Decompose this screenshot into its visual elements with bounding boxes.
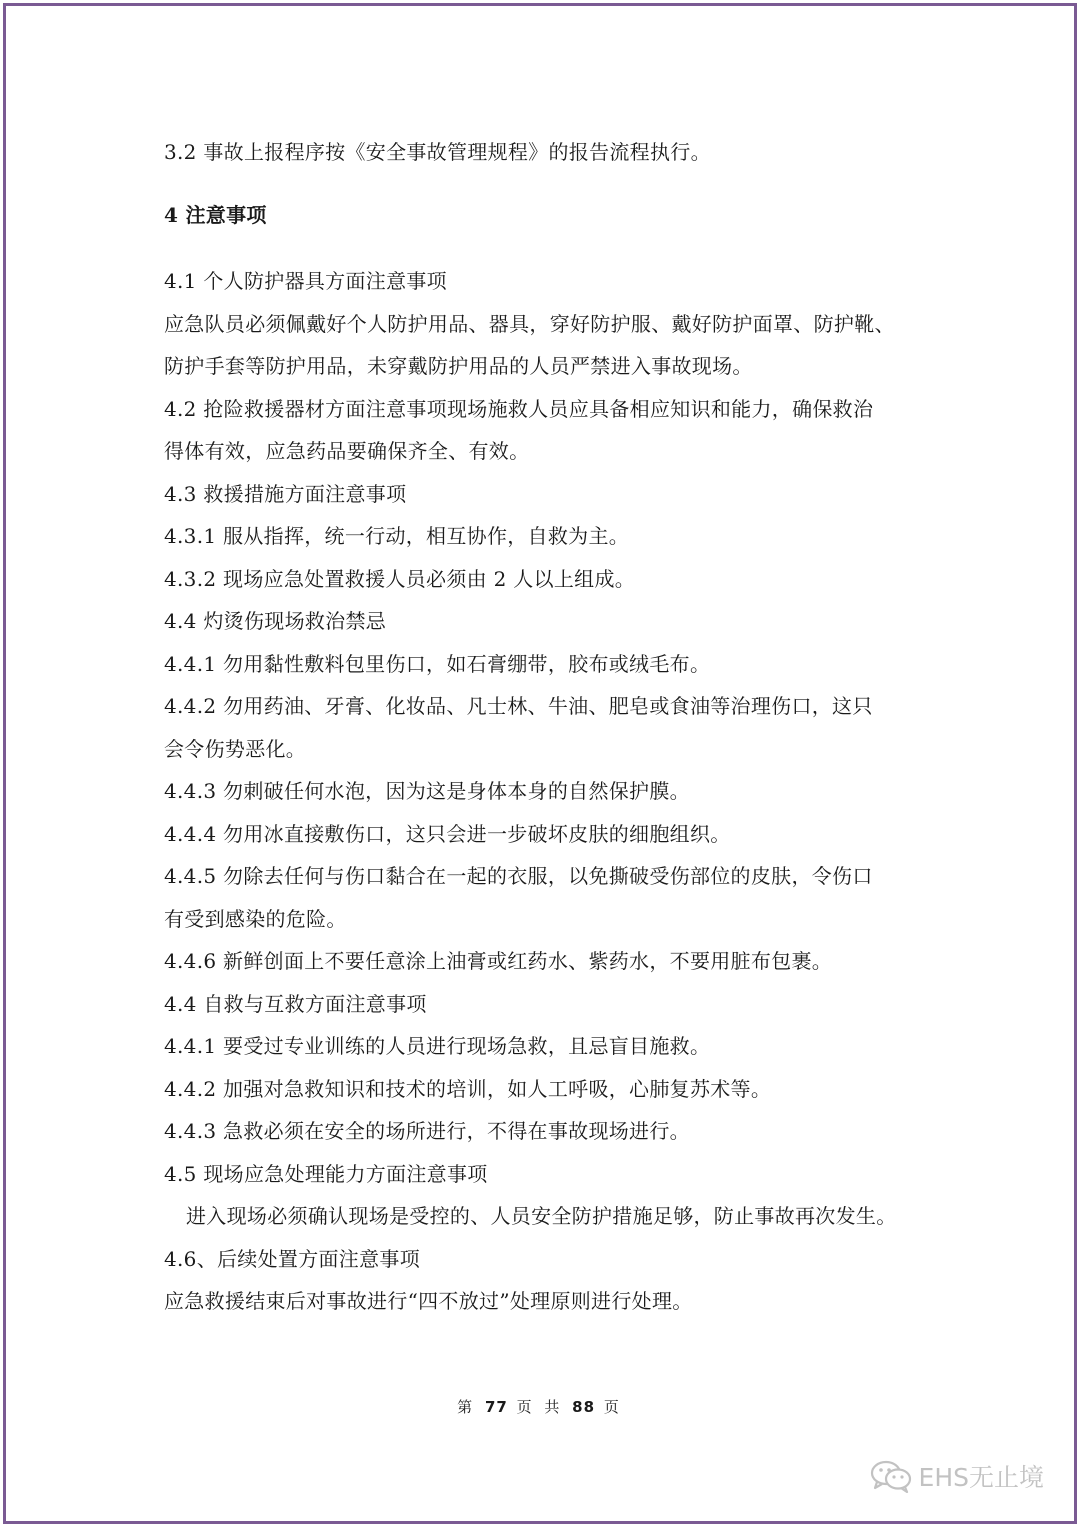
list-item: 4.4.3 勿刺破任何水泡，因为这是身体本身的自然保护膜。 [164,779,690,803]
subsection-heading: 4.6、后续处置方面注意事项 [164,1246,421,1271]
section-heading: 4 注意事项 [164,202,267,227]
total-page-number: 88 [572,1398,596,1416]
document-body [164,131,924,1323]
list-item: 有受到感染的危险。 [164,906,347,931]
paragraph: 3.2 事故上报程序按《安全事故管理规程》的报告流程执行。 [164,140,711,164]
paragraph: 应急救援结束后对事故进行“四不放过”处理原则进行处理。 [164,1289,693,1313]
subsection-heading: 4.4 自救与互救方面注意事项 [164,991,427,1016]
list-item: 4.4.4 勿用冰直接敷伤口，这只会进一步破坏皮肤的细胞组织。 [164,821,731,846]
subsection-heading: 4.4 灼烫伤现场救治禁忌 [164,609,387,633]
list-item: 4.4.5 勿除去任何与伤口黏合在一起的衣服，以免撕破受伤部位的皮肤，令伤口 [164,864,873,888]
paragraph: 应急队员必须佩戴好个人防护用品、器具，穿好防护服、戴好防护面罩、防护靴、 [164,311,895,336]
watermark-text: EHS无止境 [918,1463,1044,1492]
list-item: 4.3.2 现场应急处置救援人员必须由 2 人以上组成。 [164,566,636,591]
current-page-number: 77 [484,1398,508,1416]
list-item: 4.4.6 新鲜创面上不要任意涂上油膏或红药水、紫药水，不要用脏布包裹。 [164,949,833,973]
list-item: 4.4.3 急救必须在安全的场所进行，不得在事故现场进行。 [164,1119,690,1143]
list-item: 会令伤势恶化。 [164,736,307,761]
footer-prefix: 第 [457,1398,477,1416]
list-item: 4.4.1 勿用黏性敷料包里伤口，如石膏绷带，胶布或绒毛布。 [164,651,711,676]
subsection-heading: 4.1 个人防护器具方面注意事项 [164,269,447,293]
list-item: 4.4.1 要受过专业训练的人员进行现场急救，且忌盲目施救。 [164,1034,711,1058]
footer-middle: 页 共 [516,1398,564,1416]
wechat-icon [869,1459,913,1493]
footer-suffix: 页 [603,1398,623,1416]
page-footer [0,1396,1080,1417]
paragraph: 防护手套等防护用品，未穿戴防护用品的人员严禁进入事故现场。 [164,354,753,378]
subsection-heading: 4.5 现场应急处理能力方面注意事项 [164,1161,488,1186]
paragraph: 4.2 抢险救援器材方面注意事项现场施救人员应具备相应知识和能力，确保救治 [164,396,874,421]
paragraph: 得体有效，应急药品要确保齐全、有效。 [164,439,530,463]
list-item: 4.4.2 勿用药油、牙膏、化妆品、凡士林、牛油、肥皂或食油等治理伤口，这只 [164,694,873,718]
paragraph: 进入现场必须确认现场是受控的、人员安全防护措施足够，防止事故再次发生。 [186,1204,897,1228]
list-item: 4.4.2 加强对急救知识和技术的培训，如人工呼吸，心肺复苏术等。 [164,1076,772,1101]
watermark [869,1458,1044,1494]
subsection-heading: 4.3 救援措施方面注意事项 [164,481,407,506]
list-item: 4.3.1 服从指挥，统一行动，相互协作，自救为主。 [164,524,630,548]
